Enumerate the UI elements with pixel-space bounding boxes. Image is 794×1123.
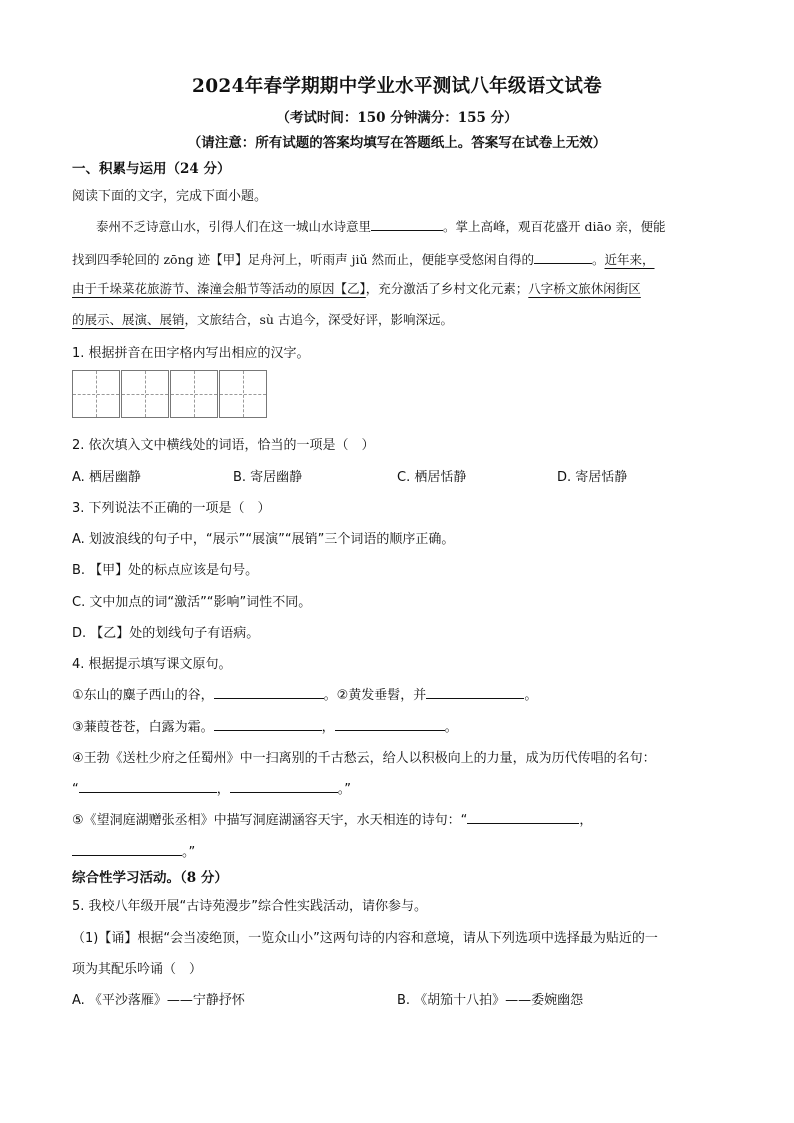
section1-instruction: 阅读下面的文字，完成下面小题。 bbox=[72, 189, 268, 204]
answer-blank[interactable] bbox=[335, 716, 445, 731]
tianzige-cell[interactable] bbox=[219, 370, 267, 418]
underlined-sentence-yi: 由于千垛菜花旅游节、溱潼会船节等活动的原因【乙】 bbox=[72, 281, 366, 296]
passage-blank-1 bbox=[371, 216, 443, 231]
q4-text: 。 bbox=[444, 720, 458, 735]
q4-text: ③蒹葭苍苍，白露为霜。 bbox=[72, 720, 214, 735]
passage-text: 找到四季轮回的 zōng 迹【甲】足舟河上，听雨声 jiǔ 然而止，便能享受悠闲自得的 bbox=[72, 252, 534, 267]
wavy-underlined-text: 近年来， bbox=[604, 252, 655, 267]
q4-text: 。” bbox=[337, 782, 352, 797]
question-5-1-line-1: （1)【诵】根据“会当凌绝顶，一览众山小”这两句诗的内容和意境，请从下列选项中选择最为贴近的一 bbox=[72, 931, 658, 946]
q5-option-b: B. 《胡笳十八拍》——委婉幽怨 bbox=[397, 993, 584, 1008]
q4-item-1-2 bbox=[72, 684, 537, 703]
question-2: 2. 依次填入文中横线处的词语，恰当的一项是（ ） bbox=[72, 438, 375, 453]
passage-line-3 bbox=[72, 279, 641, 297]
q4-text: ①东山的麋子西山的谷， bbox=[72, 688, 214, 703]
section1-heading: 一、积累与运用（24 分） bbox=[72, 161, 231, 177]
passage-text: ，文旅结合，sù 古追今，深受好评，影响深远。 bbox=[184, 312, 453, 327]
q3-option-b: B. 【甲】处的标点应该是句号。 bbox=[72, 563, 259, 578]
wavy-underlined-text: 八字桥文旅休闲街区 bbox=[528, 281, 641, 296]
answer-blank[interactable] bbox=[72, 841, 182, 856]
q4-text: 。 bbox=[524, 688, 538, 703]
exam-notice: （请注意：所有试题的答案均填写在答题纸上。答案写在试卷上无效） bbox=[187, 135, 607, 151]
q5-option-a: A. 《平沙落雁》——宁静抒怀 bbox=[72, 993, 245, 1008]
q3-option-c: C. 文中加点的词“激活”“影响”词性不同。 bbox=[72, 595, 312, 610]
passage-text: ，充分激活了乡村文化元素； bbox=[365, 281, 529, 296]
q4-text: ， bbox=[579, 813, 593, 828]
q4-item-5-cont bbox=[72, 841, 195, 860]
q2-option-d: D. 寄居恬静 bbox=[557, 470, 628, 485]
q4-text: ， bbox=[216, 782, 230, 797]
q4-item-5 bbox=[72, 809, 592, 828]
q2-option-b: B. 寄居幽静 bbox=[233, 470, 303, 485]
tianzige-cell[interactable] bbox=[170, 370, 218, 418]
q4-item-4-answer bbox=[72, 778, 351, 797]
question-5: 5. 我校八年级开展“古诗苑漫步”综合性实践活动，请你参与。 bbox=[72, 899, 428, 914]
passage-line-2 bbox=[72, 249, 655, 268]
answer-blank[interactable] bbox=[79, 778, 217, 793]
question-5-1-line-2: 项为其配乐吟诵（ ） bbox=[72, 962, 203, 977]
passage-text: 泰州不乏诗意山水，引得人们在这一城山水诗意里 bbox=[96, 219, 372, 234]
passage-blank-2 bbox=[534, 249, 592, 264]
q4-text: ， bbox=[321, 720, 335, 735]
answer-blank[interactable] bbox=[230, 778, 338, 793]
answer-blank[interactable] bbox=[467, 809, 579, 824]
q4-text: “ bbox=[72, 782, 79, 797]
q3-option-a: A. 划波浪线的句子中，“展示”“展演”“展销”三个词语的顺序正确。 bbox=[72, 532, 455, 547]
tianzige-grid bbox=[72, 370, 268, 418]
answer-blank[interactable] bbox=[214, 716, 322, 731]
wavy-underlined-text: 的展示、展演、展销 bbox=[72, 312, 185, 327]
answer-blank[interactable] bbox=[214, 684, 324, 699]
q4-text: 。” bbox=[182, 845, 196, 860]
passage-text: 。 bbox=[591, 252, 605, 267]
tianzige-cell[interactable] bbox=[72, 370, 120, 418]
section2-heading: 综合性学习活动。（8 分） bbox=[72, 870, 228, 886]
passage-text: 。掌上高峰，观百花盛开 diāo 亲，便能 bbox=[443, 219, 666, 234]
passage-line-4 bbox=[72, 310, 453, 328]
question-3: 3. 下列说法不正确的一项是（ ） bbox=[72, 501, 271, 516]
q2-option-c: C. 栖居恬静 bbox=[397, 470, 467, 485]
q4-item-4: ④王勃《送杜少府之任蜀州》中一扫离别的千古愁云，给人以积极向上的力量，成为历代传唱的名句： bbox=[72, 751, 656, 766]
q4-item-3 bbox=[72, 716, 458, 735]
q3-option-d: D. 【乙】处的划线句子有语病。 bbox=[72, 626, 260, 641]
q2-option-a: A. 栖居幽静 bbox=[72, 470, 141, 485]
passage-line-1 bbox=[96, 216, 665, 235]
exam-title: 2024年春学期期中学业水平测试八年级语文试卷 bbox=[192, 76, 602, 97]
q4-text: ⑤《望洞庭湖赠张丞相》中描写洞庭湖涵容天宇，水天相连的诗句：“ bbox=[72, 813, 468, 828]
tianzige-cell[interactable] bbox=[121, 370, 169, 418]
exam-info: （考试时间：150 分钟满分：155 分） bbox=[276, 110, 518, 126]
answer-blank[interactable] bbox=[426, 684, 524, 699]
q4-text: 。②黄发垂髫，并 bbox=[323, 688, 427, 703]
question-4: 4. 根据提示填写课文原句。 bbox=[72, 657, 232, 672]
question-1: 1. 根据拼音在田字格内写出相应的汉字。 bbox=[72, 346, 310, 361]
